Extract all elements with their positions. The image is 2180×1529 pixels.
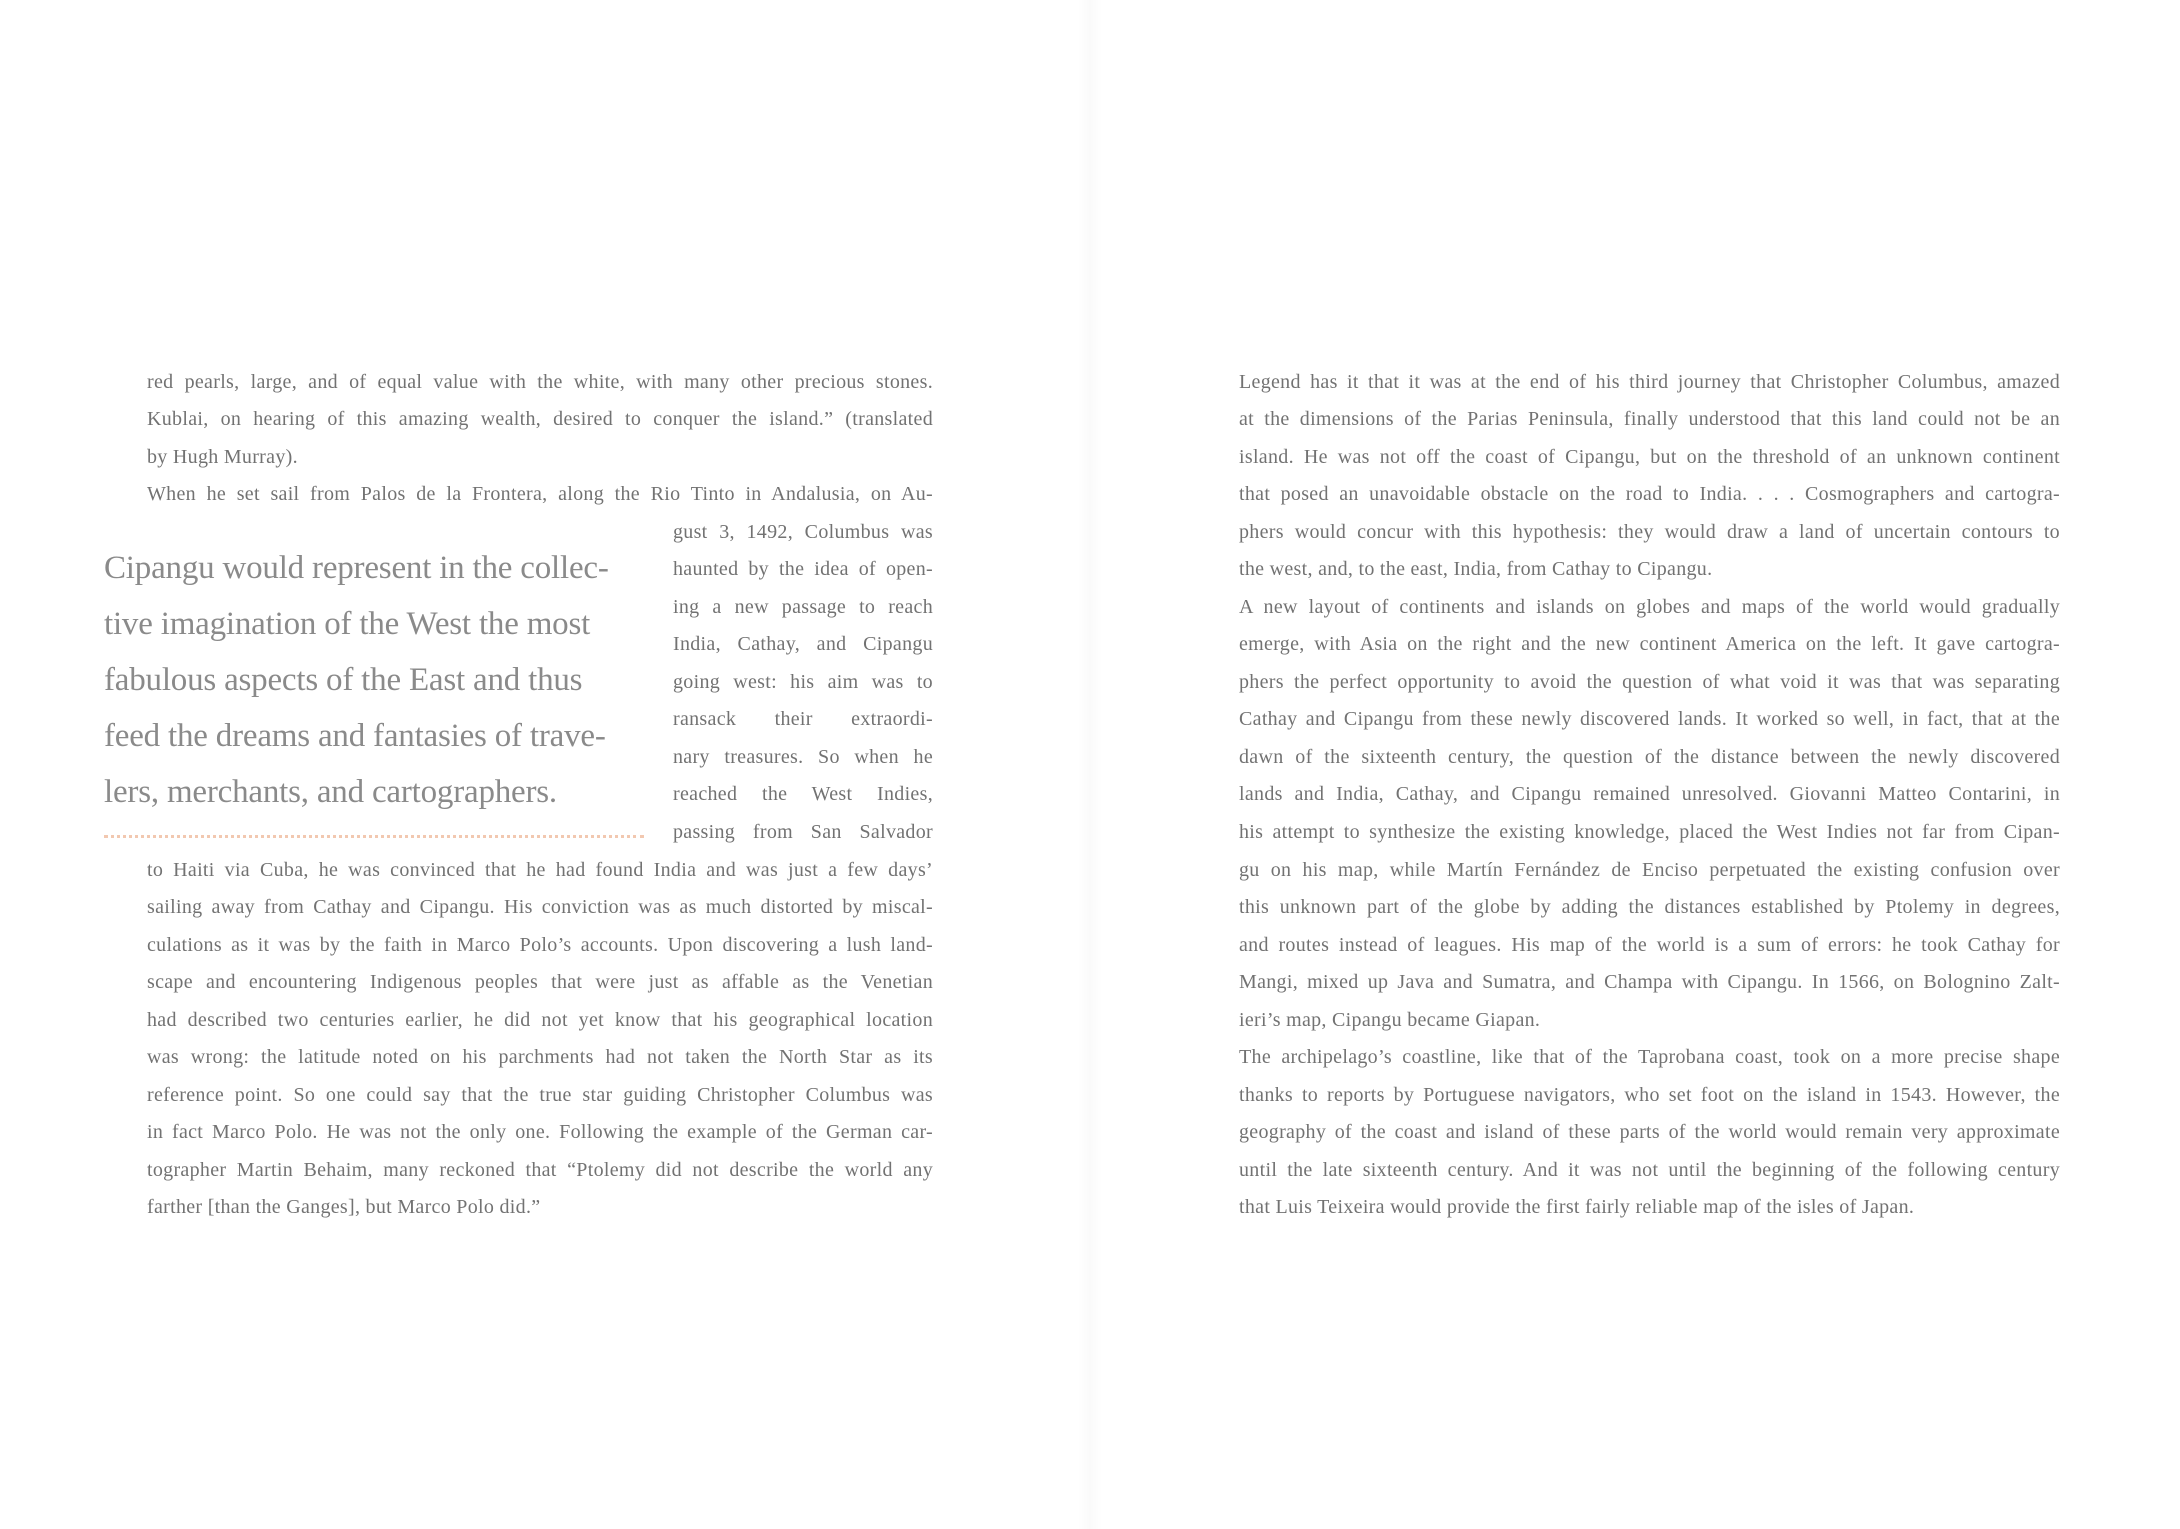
left-text-line: When he set sail from Palos de la Frontera, along the Rio Tinto in Andalusia, on Au- — [147, 483, 933, 505]
right-text-line: island. He was not off the coast of Cipangu, but on the threshold of an unknown continent — [1239, 446, 2060, 468]
left-text-line: by Hugh Murray). — [147, 446, 298, 468]
right-text-line: ieri’s map, Cipangu became Giapan. — [1239, 1009, 1541, 1031]
left-text-line: was wrong: the latitude noted on his parchments had not taken the North Star as its — [147, 1046, 933, 1068]
right-text-line: at the dimensions of the Parias Peninsula, finally understood that this land could not be an — [1239, 408, 2060, 430]
pull-quote-line: lers, merchants, and cartographers. — [104, 774, 557, 810]
left-text-line: India, Cathay, and Cipangu — [673, 633, 933, 655]
left-text-line: nary treasures. So when he — [673, 746, 933, 768]
right-text-line: that Luis Teixeira would provide the first fairly reliable map of the isles of Japan. — [1239, 1196, 1915, 1218]
right-text-line: emerge, with Asia on the right and the new continent America on the left. It gave cartogra- — [1239, 633, 2060, 655]
left-text-line: reference point. So one could say that the true star guiding Christopher Columbus was — [147, 1084, 933, 1106]
left-text-line: Kublai, on hearing of this amazing wealth, desired to conquer the island.” (translated — [147, 408, 933, 430]
right-text-line: this unknown part of the globe by adding the distances established by Ptolemy in degrees, — [1239, 896, 2060, 918]
left-text-line: to Haiti via Cuba, he was convinced that he had found India and was just a few days’ — [147, 859, 933, 881]
right-text-line: phers the perfect opportunity to avoid the question of what void it was that was separating — [1239, 671, 2060, 693]
left-text-line: reached the West Indies, — [673, 783, 933, 805]
pull-quote-line: feed the dreams and fantasies of trave- — [104, 718, 606, 754]
left-text-line: haunted by the idea of open- — [673, 558, 933, 580]
pull-quote-line: fabulous aspects of the East and thus — [104, 662, 583, 698]
left-text-line: gust 3, 1492, Columbus was — [673, 521, 933, 543]
pull-quote-rule — [104, 835, 644, 838]
left-text-line: going west: his aim was to — [673, 671, 933, 693]
right-text-line: until the late sixteenth century. And it was not until the beginning of the following century — [1239, 1159, 2060, 1181]
page-gutter — [1078, 0, 1102, 1529]
right-text-line: phers would concur with this hypothesis: they would draw a land of uncertain contours to — [1239, 521, 2060, 543]
right-text-line: his attempt to synthesize the existing knowledge, placed the West Indies not far from Cipan- — [1239, 821, 2060, 843]
left-text-line: scape and encountering Indigenous peoples that were just as affable as the Venetian — [147, 971, 933, 993]
left-text-line: sailing away from Cathay and Cipangu. His conviction was as much distorted by miscal- — [147, 896, 933, 918]
left-text-line: tographer Martin Behaim, many reckoned that “Ptolemy did not describe the world any — [147, 1159, 933, 1181]
left-text-line: culations as it was by the faith in Marco Polo’s accounts. Upon discovering a lush land- — [147, 934, 933, 956]
right-text-line: geography of the coast and island of these parts of the world would remain very approximate — [1239, 1121, 2060, 1143]
pull-quote-line: Cipangu would represent in the collec- — [104, 550, 609, 586]
right-text-line: the west, and, to the east, India, from Cathay to Cipangu. — [1239, 558, 1713, 580]
left-text-line: red pearls, large, and of equal value with the white, with many other precious stones. — [147, 371, 933, 393]
left-text-line: passing from San Salvador — [673, 821, 933, 843]
right-text-line: that posed an unavoidable obstacle on the road to India. . . . Cosmographers and cartogra- — [1239, 483, 2060, 505]
left-text-line: in fact Marco Polo. He was not the only one. Following the example of the German car- — [147, 1121, 933, 1143]
right-text-line: and routes instead of leagues. His map of the world is a sum of errors: he took Cathay for — [1239, 934, 2060, 956]
right-text-line: dawn of the sixteenth century, the question of the distance between the newly discovered — [1239, 746, 2060, 768]
right-text-line: Mangi, mixed up Java and Sumatra, and Champa with Cipangu. In 1566, on Bolognino Zalt- — [1239, 971, 2060, 993]
pull-quote-line: tive imagination of the West the most — [104, 606, 591, 642]
right-text-line: A new layout of continents and islands on globes and maps of the world would gradually — [1239, 596, 2060, 618]
right-text-line: Legend has it that it was at the end of his third journey that Christopher Columbus, amazed — [1239, 371, 2060, 393]
right-text-line: thanks to reports by Portuguese navigators, who set foot on the island in 1543. However, the — [1239, 1084, 2060, 1106]
right-text-line: lands and India, Cathay, and Cipangu remained unresolved. Giovanni Matteo Contarini, in — [1239, 783, 2060, 805]
left-text-line: had described two centuries earlier, he did not yet know that his geographical location — [147, 1009, 933, 1031]
right-text-line: Cathay and Cipangu from these newly discovered lands. It worked so well, in fact, that at the — [1239, 708, 2060, 730]
left-text-line: ing a new passage to reach — [673, 596, 933, 618]
right-text-line: gu on his map, while Martín Fernández de Enciso perpetuated the existing confusion over — [1239, 859, 2060, 881]
left-text-line: ransack their extraordi- — [673, 708, 933, 730]
left-text-line: farther [than the Ganges], but Marco Polo did.” — [147, 1196, 541, 1218]
right-text-line: The archipelago’s coastline, like that of the Taprobana coast, took on a more precise shape — [1239, 1046, 2060, 1068]
